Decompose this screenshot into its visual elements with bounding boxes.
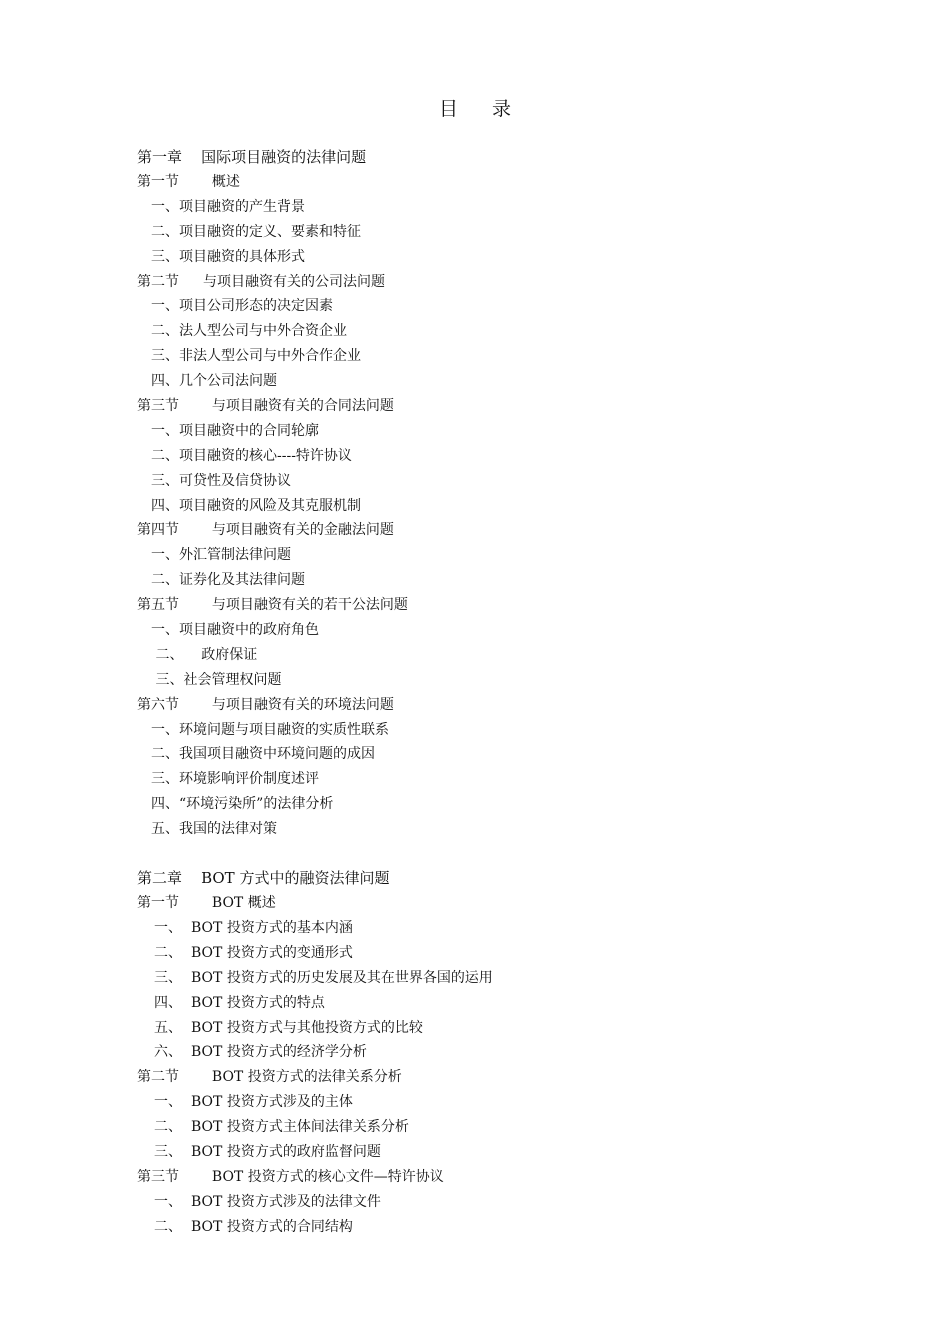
toc-item[interactable]: 二、 BOT 投资方式的合同结构 (154, 1218, 353, 1235)
section-heading[interactable]: 第二节 BOT 投资方式的法律关系分析 (137, 1069, 402, 1086)
toc-item[interactable]: 三、可贷性及信贷协议 (151, 472, 291, 489)
section-heading[interactable]: 第三节 BOT 投资方式的核心文件—特许协议 (137, 1168, 444, 1185)
toc-item[interactable]: 二、 BOT 投资方式主体间法律关系分析 (154, 1119, 409, 1136)
section-heading[interactable]: 第四节 与项目融资有关的金融法问题 (137, 522, 394, 539)
chapter-heading[interactable]: 第一章 国际项目融资的法律问题 (137, 148, 367, 166)
toc-item[interactable]: 二、 政府保证 (151, 646, 258, 663)
toc-item[interactable]: 一、项目公司形态的决定因素 (151, 298, 333, 315)
toc-item[interactable]: 四、项目融资的风险及其克服机制 (151, 497, 361, 514)
toc-item[interactable]: 一、环境问题与项目融资的实质性联系 (151, 721, 389, 738)
toc-item[interactable]: 一、项目融资中的合同轮廓 (151, 422, 319, 439)
page-title: 目 录 (438, 98, 526, 120)
toc-item[interactable]: 一、 BOT 投资方式涉及的主体 (154, 1094, 353, 1111)
toc-item[interactable]: 二、法人型公司与中外合资企业 (151, 323, 347, 340)
toc-item[interactable]: 一、 BOT 投资方式的基本内涵 (154, 919, 353, 936)
toc-item[interactable]: 四、“环境污染所”的法律分析 (151, 796, 334, 813)
toc-item[interactable]: 三、非法人型公司与中外合作企业 (151, 348, 361, 365)
toc-item[interactable]: 六、 BOT 投资方式的经济学分析 (154, 1044, 367, 1061)
toc-item[interactable]: 三、项目融资的具体形式 (151, 248, 305, 265)
section-heading[interactable]: 第六节 与项目融资有关的环境法问题 (137, 696, 394, 713)
table-of-contents (137, 145, 837, 1240)
chapter-heading[interactable]: 第二章 BOT 方式中的融资法律问题 (137, 869, 390, 888)
toc-item[interactable]: 三、 BOT 投资方式的历史发展及其在世界各国的运用 (154, 969, 493, 986)
toc-item[interactable]: 二、证券化及其法律问题 (151, 572, 305, 589)
toc-item[interactable]: 二、项目融资的定义、要素和特征 (151, 223, 361, 240)
toc-item[interactable]: 四、 BOT 投资方式的特点 (154, 994, 325, 1011)
toc-item[interactable]: 三、环境影响评价制度述评 (151, 771, 319, 788)
toc-item[interactable]: 二、我国项目融资中环境问题的成因 (151, 746, 375, 763)
section-heading[interactable]: 第二节 与项目融资有关的公司法问题 (137, 273, 385, 290)
toc-item[interactable]: 五、 BOT 投资方式与其他投资方式的比较 (154, 1019, 423, 1036)
toc-item[interactable]: 三、 BOT 投资方式的政府监督问题 (154, 1143, 381, 1160)
toc-item[interactable]: 一、项目融资的产生背景 (151, 198, 305, 215)
section-heading[interactable]: 第一节 概述 (137, 174, 240, 190)
toc-item[interactable]: 三、社会管理权问题 (151, 671, 282, 688)
toc-item[interactable]: 二、项目融资的核心----特许协议 (151, 447, 352, 464)
toc-item[interactable]: 一、项目融资中的政府角色 (151, 622, 319, 639)
section-heading[interactable]: 第五节 与项目融资有关的若干公法问题 (137, 597, 408, 614)
toc-item[interactable]: 二、 BOT 投资方式的变通形式 (154, 944, 353, 961)
toc-item[interactable]: 一、外汇管制法律问题 (151, 547, 291, 564)
section-heading[interactable]: 第三节 与项目融资有关的合同法问题 (137, 398, 394, 415)
toc-item[interactable]: 四、几个公司法问题 (151, 373, 277, 390)
toc-item[interactable]: 五、我国的法律对策 (151, 821, 277, 838)
toc-item[interactable]: 一、 BOT 投资方式涉及的法律文件 (154, 1193, 381, 1210)
section-heading[interactable]: 第一节 BOT 概述 (137, 895, 276, 912)
